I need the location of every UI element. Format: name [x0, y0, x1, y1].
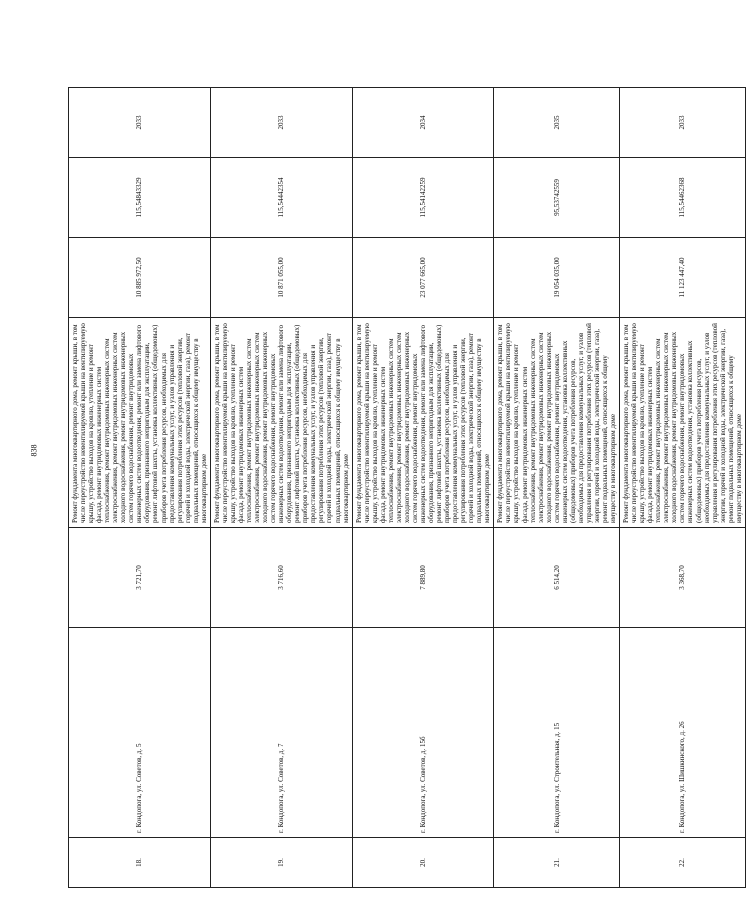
- page-number: 838: [29, 444, 39, 457]
- area-cell: 3 368,70: [620, 528, 746, 628]
- rotated-table-container: [68, 88, 743, 888]
- works-cell: Ремонт фундамента многоквартирного дома, ремонт крыши, в том числе переустройство невентилируемой крыши на вентилируемую крышу, устройство выходов на кровлю, утепление и ремонт фасада, ремонт внутридомовых инженерных систем теплоснабжения, ремонт внутридомовых инженерных систем электроснабжения, ремонт внутридомовых инженерных систем холодного водоснабжения, ремонт внутридомовых инженерных систем горячего водоснабжения, ремонт внутридомовых инженерных систем водоотведения, установка коллективных (общедомовых) приборов учета потребления ресурсов, необходимых для предоставления коммунальных услуг, и узлов управления и регулирования потребления этих ресурсов (тепловой энергии, горячей и холодной воды, электрической энергии, газа), ремонт подвальных помещений, относящихся к общему имуществу в многоквартирном доме: [620, 318, 746, 528]
- table-row: [620, 88, 746, 888]
- works-cell: Ремонт фундамента многоквартирного дома, ремонт крыши, в том числе переустройство невентилируемой крыши на вентилируемую крышу, устройство выходов на кровлю, утепление и ремонт фасада, ремонт внутридомовых инженерных систем теплоснабжения, ремонт внутридомовых инженерных систем электроснабжения, ремонт внутридомовых инженерных систем холодного водоснабжения, ремонт внутридомовых инженерных систем горячего водоснабжения, ремонт внутридомовых инженерных систем водоотведения, установка коллективных (общедомовых) приборов учета потребления ресурсов, необходимых для предоставления коммунальных услуг, и узлов управления и регулирования потребления этих ресурсов (тепловой энергии, горячей и холодной воды, электрической энергии, газа), ремонт подвальных помещений, относящихся к общему имуществу в многоквартирном доме: [494, 318, 620, 528]
- table-row: [210, 88, 352, 888]
- row-number: 21.: [494, 838, 620, 888]
- row-number: 22.: [620, 838, 746, 888]
- address-cell: г. Кондопога, ул. Строительная, д. 15: [494, 628, 620, 838]
- works-cell: Ремонт фундамента многоквартирного дома, ремонт крыши, в том числе переустройство невентилируемой крыши на вентилируемую крышу, устройство выходов на кровлю, утепление и ремонт фасада, ремонт внутридомовых инженерных систем теплоснабжения, ремонт внутридомовых инженерных систем электроснабжения, ремонт внутридомовых инженерных систем холодного водоснабжения, ремонт внутридомовых инженерных систем горячего водоснабжения, ремонт внутридомовых инженерных систем водоотведения, ремонт или замена лифтового оборудования, признанного непригодным для эксплуатации, ремонт лифтовой шахты, установка коллективных (общедомовых) приборов учета потребления ресурсов, необходимых для предоставления коммунальных услуг, и узлов управления и регулирования потребления этих ресурсов (тепловой энергии, горячей и холодной воды, электрической энергии, газа), ремонт подвальных помещений, относящихся к общему имуществу в многоквартирном доме: [210, 318, 352, 528]
- area-cell: 3 721,70: [69, 528, 211, 628]
- year-cell: 2035: [494, 88, 620, 158]
- unit-cost-cell: 115,54462368: [620, 158, 746, 238]
- unit-cost-cell: 115,54843329: [69, 158, 211, 238]
- table-row: [494, 88, 620, 888]
- cost-cell: 23 077 665,00: [352, 238, 494, 318]
- year-cell: 2033: [69, 88, 211, 158]
- table-row: [69, 88, 211, 888]
- row-number: 20.: [352, 838, 494, 888]
- works-cell: Ремонт фундамента многоквартирного дома, ремонт крыши, в том числе переустройство невентилируемой крыши на вентилируемую крышу, устройство выходов на кровлю, утепление и ремонт фасада, ремонт внутридомовых инженерных систем теплоснабжения, ремонт внутридомовых инженерных систем электроснабжения, ремонт внутридомовых инженерных систем холодного водоснабжения, ремонт внутридомовых инженерных систем горячего водоснабжения, ремонт внутридомовых инженерных систем водоотведения, ремонт или замена лифтового оборудования, признанного непригодным для эксплуатации, ремонт лифтовой шахты, установка коллективных (общедомовых) приборов учета потребления ресурсов, необходимых для предоставления коммунальных услуг, и узлов управления и регулирования потребления этих ресурсов (тепловой энергии, горячей и холодной воды, электрической энергии, газа), ремонт подвальных помещений, относящихся к общему имуществу в многоквартирном доме: [69, 318, 211, 528]
- cost-cell: 10 871 055,00: [210, 238, 352, 318]
- area-cell: 7 889,80: [352, 528, 494, 628]
- works-cell: Ремонт фундамента многоквартирного дома, ремонт крыши, в том числе переустройство невентилируемой крыши на вентилируемую крышу, устройство выходов на кровлю, утепление и ремонт фасада, ремонт внутридомовых инженерных систем теплоснабжения, ремонт внутридомовых инженерных систем электроснабжения, ремонт внутридомовых инженерных систем холодного водоснабжения, ремонт внутридомовых инженерных систем горячего водоснабжения, ремонт внутридомовых инженерных систем водоотведения, ремонт или замена лифтового оборудования, признанного непригодным для эксплуатации, ремонт лифтовой шахты, установка коллективных (общедомовых) приборов учета потребления ресурсов, необходимых для предоставления коммунальных услуг, и узлов управления и регулирования потребления этих ресурсов (тепловой энергии, горячей и холодной воды, электрической энергии, газа), ремонт подвальных помещений, относящихся к общему имуществу в многоквартирном доме: [352, 318, 494, 528]
- address-cell: г. Кондопога, ул. Шишкинского, д. 26: [620, 628, 746, 838]
- repair-program-table: [68, 87, 746, 888]
- cost-cell: 11 123 447,40: [620, 238, 746, 318]
- address-cell: г. Кондопога, ул. Советов, д. 5: [69, 628, 211, 838]
- year-cell: 2033: [620, 88, 746, 158]
- table-row: [352, 88, 494, 888]
- area-cell: 6 514,20: [494, 528, 620, 628]
- year-cell: 2034: [352, 88, 494, 158]
- unit-cost-cell: 115,54442354: [210, 158, 352, 238]
- area-cell: 3 716,60: [210, 528, 352, 628]
- address-cell: г. Кондопога, ул. Советов, д. 7: [210, 628, 352, 838]
- cost-cell: 19 054 035,00: [494, 238, 620, 318]
- row-number: 18.: [69, 838, 211, 888]
- address-cell: г. Кондопога, ул. Советов, д. 15б: [352, 628, 494, 838]
- row-number: 19.: [210, 838, 352, 888]
- year-cell: 2033: [210, 88, 352, 158]
- unit-cost-cell: 115,54142259: [352, 158, 494, 238]
- unit-cost-cell: 95,53742559: [494, 158, 620, 238]
- cost-cell: 10 885 972,50: [69, 238, 211, 318]
